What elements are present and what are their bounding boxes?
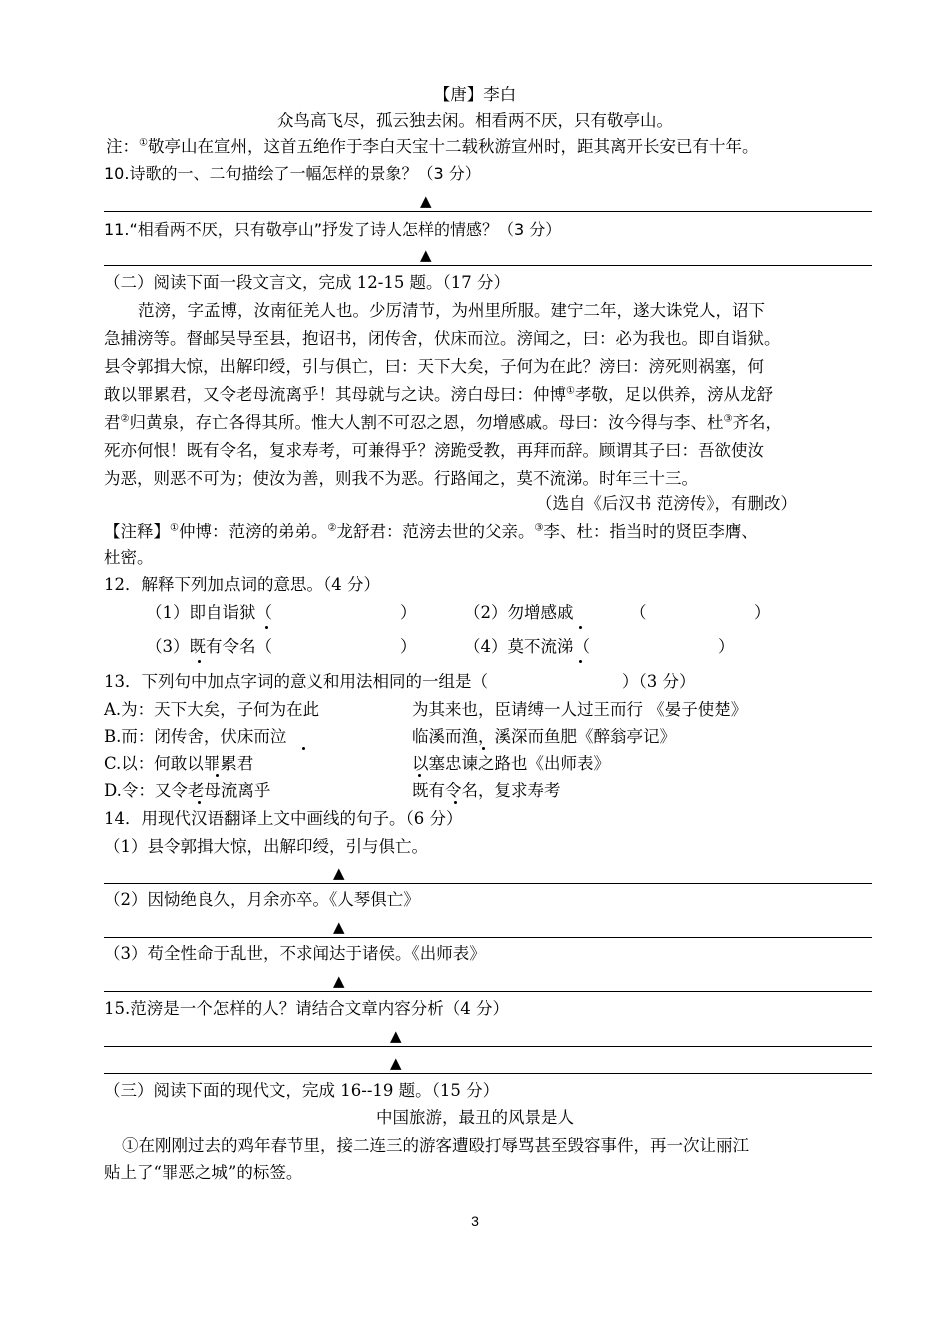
answer-marker: ▲	[420, 192, 432, 210]
emphasis-dot	[579, 626, 582, 629]
answer-line	[104, 937, 872, 938]
q13-option-a-left: A.为：天下大矣，子何为在此	[104, 700, 320, 719]
section-3-heading: （三）阅读下面的现代文，完成 16--19 题。（15 分）	[104, 1081, 500, 1100]
poem-note-text: 敬亭山在宣州，这首五绝作于李白天宝十二载秋游宣州时，距其离开长安已有十年。	[147, 137, 759, 156]
footnote-mark: ③	[723, 413, 733, 425]
poem-note	[106, 139, 758, 156]
answer-line	[104, 991, 872, 992]
answer-line	[104, 1046, 872, 1047]
question-13: 13．下列句中加点字词的意义和用法相同的一组是（	[104, 672, 488, 691]
answer-line	[104, 265, 872, 266]
q12-item-3-close: ）	[400, 637, 417, 656]
emphasis-dot	[265, 626, 268, 629]
emphasis-dot	[198, 660, 201, 663]
q12-item-2: （2）勿增感戚	[464, 603, 574, 622]
q13-option-b-right: 临溪而渔，溪深而鱼肥《醉翁亭记》	[412, 727, 676, 746]
passage-line: 死亦何恨！既有令名，复求寿考，可兼得乎？滂跪受教，再拜而辞。顾谓其子曰：吾欲使汝	[104, 441, 764, 460]
q14-item-3: （3）苟全性命于乱世，不求闻达于诸侯。《出师表》	[104, 944, 486, 963]
passage-text: 君	[104, 413, 121, 432]
emphasis-dot	[579, 660, 582, 663]
passage-text: 孝敬，足以供养，滂从龙舒	[574, 385, 773, 404]
article-paragraph-line: ①在刚刚过去的鸡年春节里，接二连三的游客遭殴打辱骂甚至毁容事件，再一次让丽江	[122, 1136, 749, 1155]
poem-note-prefix: 注：	[106, 137, 139, 156]
q13-option-d-right: 既有令名，复求寿考	[412, 781, 561, 800]
passage-text: 敢以罪累君，又令老母流离乎！其母就与之诀。滂白母曰：仲博	[104, 385, 566, 404]
notes-label: 【注释】	[104, 522, 170, 541]
emphasis-dot	[302, 747, 305, 750]
passage-notes	[104, 524, 758, 541]
passage-line: 范滂，字孟博，汝南征羌人也。少厉清节，为州里所服。建宁二年，遂大诛党人，诏下	[138, 301, 765, 320]
question-14: 14．用现代汉语翻译上文中画线的句子。（6 分）	[104, 809, 463, 828]
q12-item-4: （4）莫不流涕（	[464, 637, 590, 656]
footnote-mark: ③	[534, 522, 544, 534]
passage-line	[104, 387, 773, 404]
footnote-mark: ②	[327, 522, 337, 534]
section-2-heading: （二）阅读下面一段文言文，完成 12-15 题。（17 分）	[104, 273, 511, 292]
q13-option-b-left: B.而：闭传舍，伏床而泣	[104, 727, 287, 746]
q12-item-2-close: ）	[754, 603, 771, 622]
poem-note-mark: ①	[139, 137, 148, 149]
answer-line	[104, 1073, 872, 1074]
note-text: 龙舒君：范滂去世的父亲。	[336, 522, 535, 541]
question-10: 10.诗歌的一、二句描绘了一幅怎样的景象？（3 分）	[104, 164, 481, 183]
passage-text: 齐名，	[732, 413, 782, 432]
emphasis-dot	[482, 747, 485, 750]
emphasis-dot	[198, 801, 201, 804]
passage-line: 急捕滂等。督邮吴导至县，抱诏书，闭传舍，伏床而泣。滂闻之，曰：必为我也。即自诣狱。	[104, 329, 781, 348]
q14-item-2: （2）因恸绝良久，月余亦卒。《人琴俱亡》	[104, 890, 420, 909]
poem-author: 【唐】李白	[433, 85, 517, 104]
q12-item-1: （1）即自诣狱（	[146, 603, 272, 622]
emphasis-dot	[216, 774, 219, 777]
q13-option-c-left: C.以：何敢以罪累君	[104, 754, 254, 773]
emphasis-dot	[454, 801, 457, 804]
passage-line	[104, 415, 782, 432]
q14-item-1: （1）县令郭揖大惊，出解印绶，引与俱亡。	[104, 837, 428, 856]
question-13-tail: ）（3 分）	[622, 672, 696, 691]
passage-line: 为恶，则恶不可为；使汝为善，则我不为恶。行路闻之，莫不流涕。时年三十三。	[104, 469, 698, 488]
answer-marker: ▲	[390, 1054, 402, 1072]
passage-line: 县令郭揖大惊，出解印绶，引与俱亡，曰：天下大矣，子何为在此？滂曰：滂死则祸塞，何	[104, 357, 764, 376]
answer-marker: ▲	[420, 246, 432, 264]
question-12: 12．解释下列加点词的意思。（4 分）	[104, 575, 380, 594]
q13-option-a-right: 为其来也，臣请缚一人过王而行 《晏子使楚》	[412, 700, 748, 719]
answer-line	[104, 211, 872, 212]
q13-option-c-right: 以塞忠谏之路也《出师表》	[412, 754, 610, 773]
poem-verse: 众鸟高飞尽，孤云独去闲。相看两不厌，只有敬亭山。	[277, 111, 673, 130]
footnote-mark: ①	[566, 385, 575, 397]
q12-item-4-close: ）	[718, 637, 735, 656]
q12-item-1-close: ）	[400, 603, 417, 622]
footnote-mark: ①	[170, 522, 179, 534]
article-paragraph-line: 贴上了“罪恶之城”的标签。	[104, 1163, 303, 1182]
passage-notes-tail: 杜密。	[104, 548, 154, 567]
question-11: 11.“相看两不厌，只有敬亭山”抒发了诗人怎样的情感？（3 分）	[104, 220, 562, 239]
q13-option-d-left: D.令：又令老母流离乎	[104, 781, 271, 800]
answer-line	[104, 883, 872, 884]
q12-item-2-open: （	[630, 603, 647, 622]
answer-marker: ▲	[390, 1027, 402, 1045]
answer-marker: ▲	[333, 972, 345, 990]
page-number: 3	[471, 1213, 479, 1229]
question-15: 15.范滂是一个怎样的人？请结合文章内容分析（4 分）	[104, 999, 509, 1018]
note-text: 李、杜：指当时的贤臣李膺、	[543, 522, 758, 541]
q12-item-3: （3）既有令名（	[146, 637, 272, 656]
note-text: 仲博：范滂的弟弟。	[178, 522, 328, 541]
passage-source: （选自《后汉书 范滂传》，有删改）	[536, 494, 797, 513]
answer-marker: ▲	[333, 918, 345, 936]
footnote-mark: ②	[120, 413, 130, 425]
answer-marker: ▲	[333, 864, 345, 882]
passage-text: 归黄泉，存亡各得其所。惟大人割不可忍之恩，勿增感戚。母曰：汝今得与李、杜	[129, 413, 724, 432]
article-title: 中国旅游，最丑的风景是人	[376, 1108, 574, 1127]
emphasis-dot	[418, 774, 421, 777]
